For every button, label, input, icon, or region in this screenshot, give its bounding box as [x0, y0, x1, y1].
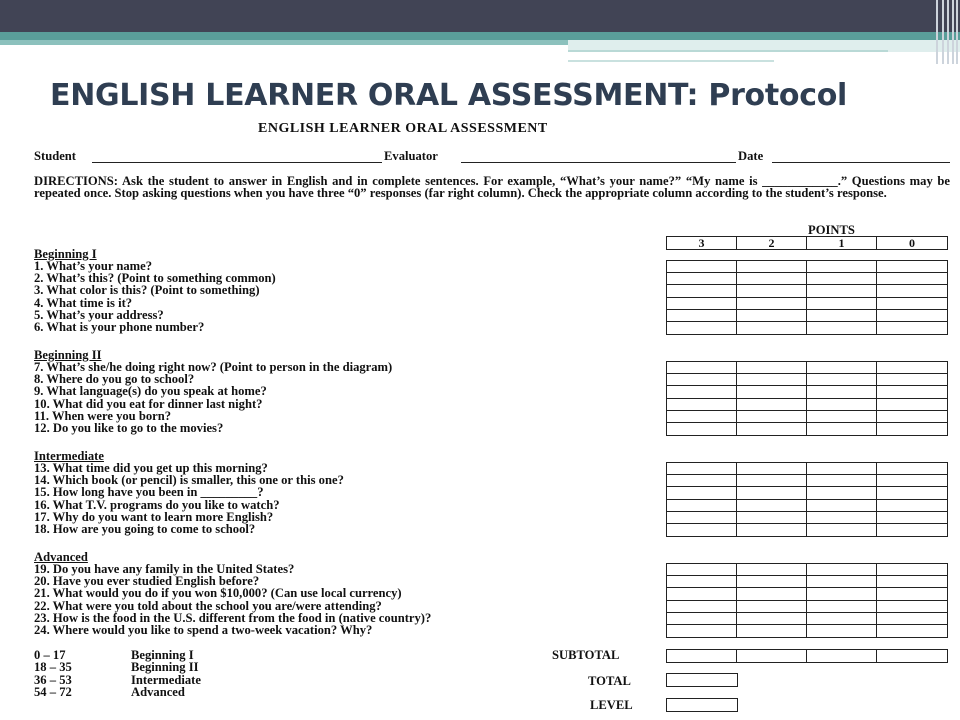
points-checkbox-2[interactable]	[737, 564, 807, 575]
points-checkbox-1[interactable]	[807, 423, 877, 435]
points-checkbox-3[interactable]	[667, 463, 737, 474]
question-item: 10. What did you eat for dinner last night?	[34, 396, 263, 411]
points-checkbox-2[interactable]	[737, 273, 807, 284]
points-checkbox-2[interactable]	[737, 362, 807, 373]
points-checkbox-0[interactable]	[877, 576, 947, 587]
points-checkbox-2[interactable]	[737, 411, 807, 422]
question-item: 7. What’s she/he doing right now? (Point to person in the diagram)	[34, 360, 393, 374]
score-range: 18 – 35	[34, 660, 72, 675]
points-checkbox-1[interactable]	[807, 601, 877, 612]
points-checkbox-2[interactable]	[737, 588, 807, 599]
points-grid-row	[667, 475, 947, 487]
points-checkbox-0[interactable]	[877, 273, 947, 284]
points-checkbox-2[interactable]	[737, 601, 807, 612]
question-item: 1. What’s your name?	[34, 259, 153, 273]
question-item: 22. What were you told about the school you are/were attending?	[34, 598, 382, 613]
points-label: POINTS	[808, 223, 855, 237]
points-checkbox-0[interactable]	[877, 463, 947, 474]
points-checkbox-3[interactable]	[667, 475, 737, 486]
points-grid-row	[667, 298, 947, 310]
question-item: 19. Do you have any family in the United States?	[34, 562, 295, 576]
points-grid	[666, 462, 948, 537]
question-item: 6. What is your phone number?	[34, 319, 205, 334]
score-range: 36 – 53	[34, 672, 72, 687]
score-level: Beginning I	[131, 648, 194, 662]
question-item: 2. What’s this? (Point to something common)	[34, 271, 276, 286]
points-checkbox-2[interactable]	[737, 298, 807, 309]
directions-text: DIRECTIONS: Ask the student to answer in English and in complete sentences. For example, “What’s your name?” “My name is ____________.” Questions may be repeated once. Stop asking questions when you have three “0” responses (far right column). Check the appropriate column according to the student’s response.	[34, 174, 950, 201]
points-checkbox-0[interactable]	[877, 322, 947, 334]
points-checkbox-2[interactable]	[737, 576, 807, 587]
evaluator-label: Evaluator	[384, 149, 438, 163]
subtotal-cell-2[interactable]	[737, 650, 807, 662]
points-grid-row	[667, 374, 947, 386]
student-field-line[interactable]	[92, 162, 382, 163]
points-checkbox-0[interactable]	[877, 487, 947, 498]
points-grid-row	[667, 601, 947, 613]
total-box[interactable]	[666, 673, 738, 687]
question-item: 13. What time did you get up this morning?	[34, 461, 268, 475]
points-checkbox-0[interactable]	[877, 386, 947, 397]
slide-accent-band	[0, 32, 960, 40]
slide-top-bar	[0, 0, 960, 32]
points-grid	[666, 563, 948, 638]
points-checkbox-1[interactable]	[807, 362, 877, 373]
assessment-form	[34, 122, 954, 720]
points-checkbox-3[interactable]	[667, 601, 737, 612]
points-checkbox-1[interactable]	[807, 625, 877, 637]
points-grid-row	[667, 487, 947, 499]
section-0	[34, 248, 950, 333]
points-grid-row	[667, 613, 947, 625]
points-checkbox-0[interactable]	[877, 512, 947, 523]
subtotal-row	[666, 649, 948, 663]
points-checkbox-0[interactable]	[877, 362, 947, 373]
points-grid-row	[667, 576, 947, 588]
question-item: 12. Do you like to go to the movies?	[34, 420, 224, 435]
points-checkbox-2[interactable]	[737, 500, 807, 511]
subtotal-cell-3[interactable]	[667, 650, 737, 662]
points-checkbox-1[interactable]	[807, 386, 877, 397]
slide-title: ENGLISH LEARNER ORAL ASSESSMENT: Protocol	[50, 78, 847, 113]
points-checkbox-0[interactable]	[877, 500, 947, 511]
points-checkbox-3[interactable]	[667, 500, 737, 511]
points-checkbox-3[interactable]	[667, 261, 737, 272]
points-checkbox-2[interactable]	[737, 310, 807, 321]
points-checkbox-0[interactable]	[877, 310, 947, 321]
points-checkbox-2[interactable]	[737, 524, 807, 536]
points-checkbox-1[interactable]	[807, 564, 877, 575]
point-column-1: 1	[807, 237, 877, 249]
points-checkbox-0[interactable]	[877, 601, 947, 612]
score-level: Intermediate	[131, 672, 201, 687]
points-checkbox-0[interactable]	[877, 475, 947, 486]
points-grid-row	[667, 386, 947, 398]
points-checkbox-2[interactable]	[737, 487, 807, 498]
points-checkbox-1[interactable]	[807, 322, 877, 334]
points-grid-row	[667, 273, 947, 285]
points-checkbox-2[interactable]	[737, 625, 807, 637]
points-checkbox-1[interactable]	[807, 475, 877, 486]
points-checkbox-1[interactable]	[807, 261, 877, 272]
question-item: 20. Have you ever studied English before?	[34, 574, 260, 589]
question-item: 21. What would you do if you won $10,000? (Can use local currency)	[34, 586, 402, 601]
section-title: Intermediate	[34, 449, 104, 463]
points-checkbox-2[interactable]	[737, 463, 807, 474]
section-3	[34, 551, 950, 636]
points-checkbox-3[interactable]	[667, 487, 737, 498]
points-checkbox-0[interactable]	[877, 588, 947, 599]
points-grid-row	[667, 399, 947, 411]
points-grid-row	[667, 463, 947, 475]
points-checkbox-3[interactable]	[667, 386, 737, 397]
level-label: LEVEL	[590, 698, 633, 712]
points-grid-row	[667, 625, 947, 637]
slide-accent-line-short	[568, 60, 774, 62]
question-item: 11. When were you born?	[34, 408, 172, 423]
points-checkbox-2[interactable]	[737, 285, 807, 296]
points-checkbox-3[interactable]	[667, 285, 737, 296]
points-checkbox-1[interactable]	[807, 399, 877, 410]
points-checkbox-3[interactable]	[667, 613, 737, 624]
points-checkbox-1[interactable]	[807, 463, 877, 474]
points-checkbox-3[interactable]	[667, 362, 737, 373]
question-item: 3. What color is this? (Point to something)	[34, 283, 260, 298]
points-checkbox-0[interactable]	[877, 399, 947, 410]
score-range: 54 – 72	[34, 685, 72, 700]
points-checkbox-3[interactable]	[667, 322, 737, 334]
points-checkbox-1[interactable]	[807, 487, 877, 498]
points-checkbox-3[interactable]	[667, 298, 737, 309]
points-checkbox-2[interactable]	[737, 374, 807, 385]
points-grid-row	[667, 261, 947, 273]
points-checkbox-2[interactable]	[737, 399, 807, 410]
points-grid-row	[667, 362, 947, 374]
points-checkbox-2[interactable]	[737, 423, 807, 435]
points-checkbox-1[interactable]	[807, 524, 877, 536]
points-grid	[666, 361, 948, 436]
points-checkbox-1[interactable]	[807, 576, 877, 587]
slide-accent-line	[568, 50, 888, 52]
point-column-3: 3	[667, 237, 737, 249]
date-label: Date	[738, 149, 764, 163]
points-grid-row	[667, 500, 947, 512]
slide-corner-stripes	[934, 0, 960, 64]
subtotal-label: SUBTOTAL	[552, 648, 620, 662]
point-column-2: 2	[737, 237, 807, 249]
points-checkbox-1[interactable]	[807, 273, 877, 284]
question-item: 24. Where would you like to spend a two-week vacation? Why?	[34, 622, 373, 637]
points-checkbox-0[interactable]	[877, 564, 947, 575]
points-checkbox-1[interactable]	[807, 374, 877, 385]
level-box[interactable]	[666, 698, 738, 712]
points-checkbox-3[interactable]	[667, 399, 737, 410]
points-checkbox-0[interactable]	[877, 261, 947, 272]
question-item: 23. How is the food in the U.S. different from the food in (native country)?	[34, 610, 432, 625]
points-grid	[666, 260, 948, 335]
date-field-line[interactable]	[772, 162, 950, 163]
points-checkbox-2[interactable]	[737, 322, 807, 334]
subtotal-cell-1[interactable]	[807, 650, 877, 662]
question-item: 18. How are you going to come to school?	[34, 521, 256, 536]
points-checkbox-0[interactable]	[877, 374, 947, 385]
points-checkbox-1[interactable]	[807, 285, 877, 296]
points-checkbox-1[interactable]	[807, 512, 877, 523]
points-checkbox-3[interactable]	[667, 588, 737, 599]
scoring-key	[34, 649, 294, 699]
points-grid-row	[667, 423, 947, 435]
points-checkbox-2[interactable]	[737, 613, 807, 624]
question-item: 4. What time is it?	[34, 295, 133, 310]
points-checkbox-1[interactable]	[807, 588, 877, 599]
points-grid-row	[667, 411, 947, 423]
points-grid-row	[667, 285, 947, 297]
section-2	[34, 450, 950, 535]
points-grid-row	[667, 524, 947, 536]
section-title: Advanced	[34, 550, 88, 564]
section-title: Beginning I	[34, 247, 97, 261]
question-item: 16. What T.V. programs do you like to watch?	[34, 497, 280, 512]
points-checkbox-2[interactable]	[737, 386, 807, 397]
points-checkbox-0[interactable]	[877, 285, 947, 296]
points-checkbox-3[interactable]	[667, 423, 737, 435]
points-checkbox-0[interactable]	[877, 411, 947, 422]
scoring-row	[34, 686, 294, 698]
question-item: 15. How long have you been in _________?	[34, 485, 264, 500]
total-label: TOTAL	[588, 674, 631, 688]
section-title: Beginning II	[34, 348, 102, 362]
score-level: Advanced	[131, 685, 185, 700]
points-checkbox-3[interactable]	[667, 310, 737, 321]
form-title: ENGLISH LEARNER ORAL ASSESSMENT	[258, 121, 548, 136]
points-grid-row	[667, 512, 947, 524]
points-checkbox-3[interactable]	[667, 273, 737, 284]
points-checkbox-0[interactable]	[877, 423, 947, 435]
point-column-0: 0	[909, 236, 915, 250]
score-range: 0 – 17	[34, 648, 66, 662]
points-grid-row	[667, 564, 947, 576]
question-item: 14. Which book (or pencil) is smaller, this one or this one?	[34, 473, 344, 488]
points-checkbox-3[interactable]	[667, 374, 737, 385]
points-checkbox-2[interactable]	[737, 512, 807, 523]
points-checkbox-1[interactable]	[807, 310, 877, 321]
points-checkbox-0[interactable]	[877, 524, 947, 536]
points-grid-row	[667, 322, 947, 334]
points-grid-row	[667, 310, 947, 322]
points-checkbox-3[interactable]	[667, 512, 737, 523]
points-checkbox-3[interactable]	[667, 564, 737, 575]
points-checkbox-0[interactable]	[877, 625, 947, 637]
student-label: Student	[34, 149, 76, 163]
question-item: 9. What language(s) do you speak at home?	[34, 384, 267, 399]
points-checkbox-3[interactable]	[667, 625, 737, 637]
points-checkbox-1[interactable]	[807, 411, 877, 422]
points-checkbox-0[interactable]	[877, 613, 947, 624]
question-item: 8. Where do you go to school?	[34, 372, 195, 387]
points-checkbox-1[interactable]	[807, 298, 877, 309]
points-checkbox-2[interactable]	[737, 475, 807, 486]
slide-accent-band-light	[0, 40, 568, 45]
section-1	[34, 349, 950, 434]
score-level: Beginning II	[131, 660, 199, 675]
points-checkbox-3[interactable]	[667, 524, 737, 536]
evaluator-field-line[interactable]	[461, 162, 736, 163]
question-item: 5. What’s your address?	[34, 307, 164, 322]
subtotal-cell-0[interactable]	[877, 650, 947, 662]
points-checkbox-2[interactable]	[737, 261, 807, 272]
scoring-row	[34, 661, 294, 673]
points-grid-row	[667, 588, 947, 600]
points-checkbox-3[interactable]	[667, 411, 737, 422]
points-checkbox-3[interactable]	[667, 576, 737, 587]
question-item: 17. Why do you want to learn more English?	[34, 509, 274, 524]
points-checkbox-1[interactable]	[807, 500, 877, 511]
points-checkbox-0[interactable]	[877, 298, 947, 309]
points-checkbox-1[interactable]	[807, 613, 877, 624]
